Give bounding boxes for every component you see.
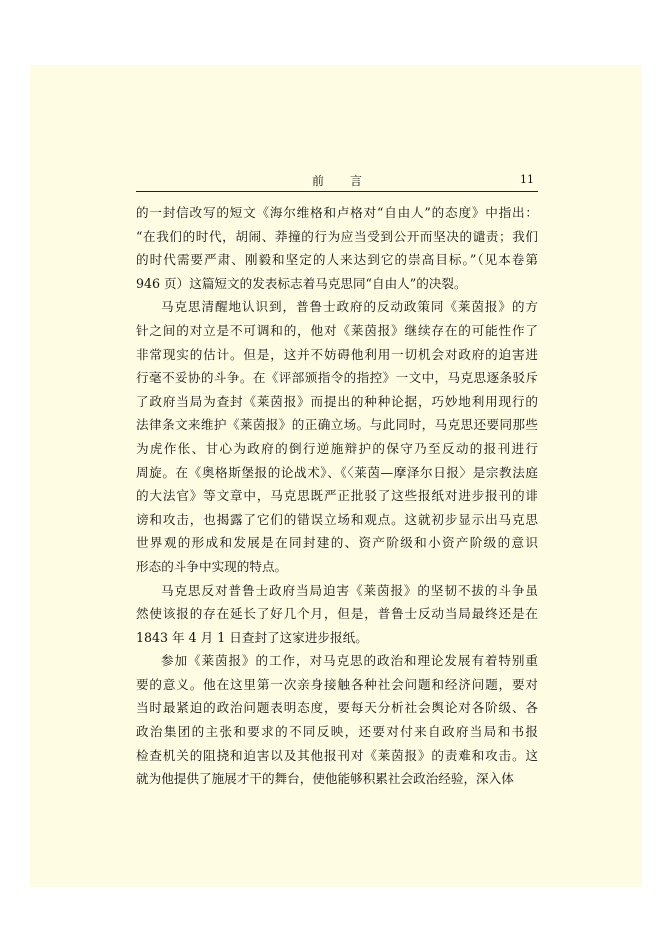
text-line: 946 页）这篇短文的发表标志着马克思同“自由人”的决裂。 xyxy=(136,275,467,291)
text-line: 就为他提供了施展才干的舞台，使他能够积累社会政治经验，深入体 xyxy=(136,771,514,787)
page-number: 11 xyxy=(520,173,534,186)
paragraph xyxy=(136,649,538,791)
text-line: 世界观的形成和发展是在同封建的、资产阶级和小资产阶级的意识 xyxy=(136,535,538,551)
text-line: 参加《莱茵报》的工作，对马克思的政治和理论发展有着特别重 xyxy=(161,653,538,669)
header-rule xyxy=(136,191,538,192)
running-header xyxy=(136,172,538,192)
text-line: 形态的斗争中实现的特点。 xyxy=(136,558,288,574)
text-line: 行毫不妥协的斗争。在《评部颁指令的指控》一文中，马克思逐条驳斥 xyxy=(136,370,538,386)
text-line: 要的意义。他在这里第一次亲身接触各种社会问题和经济问题，要对 xyxy=(136,676,538,692)
paragraph xyxy=(136,295,538,578)
text-line: 马克思反对普鲁士政府当局迫害《莱茵报》的坚韧不拔的斗争虽 xyxy=(161,582,538,598)
paragraph xyxy=(136,579,538,650)
text-line: 1843 年 4 月 1 日查封了这家进步报纸。 xyxy=(136,629,368,645)
text-line: 针之间的对立是不可调和的，他对《莱茵报》继续存在的可能性作了 xyxy=(136,322,538,338)
text-line: 马克思清醒地认识到，普鲁士政府的反动政策同《莱茵报》的方 xyxy=(161,299,538,315)
text-line: 的一封信改写的短文《海尔维格和卢格对“自由人”的态度》中指出： xyxy=(136,205,538,220)
text-line: 的大法官》等文章中，马克思既严正批驳了这些报纸对进步报刊的诽 xyxy=(136,488,538,504)
text-line: 为虎作伥、甘心为政府的倒行逆施辩护的保守乃至反动的报刊进行 xyxy=(136,440,538,456)
header-title: 前言 xyxy=(311,174,388,188)
text-line: 当时最紧迫的政治问题表明态度，要每天分析社会舆论对各阶级、各 xyxy=(136,700,538,716)
text-line: 政治集团的主张和要求的不同反映，还要对付来自政府当局和书报 xyxy=(136,724,538,740)
text-line: 检查机关的阻挠和迫害以及其他报刊对《莱茵报》的责难和攻击。这 xyxy=(136,747,538,763)
text-line: 的时代需要严肃、刚毅和坚定的人来达到它的崇高目标。”（见本卷第 xyxy=(136,252,538,268)
text-line: 法律条文来维护《莱茵报》的正确立场。与此同时，马克思还要同那些 xyxy=(136,417,538,433)
text-line: 了政府当局为查封《莱茵报》而提出的种种论据，巧妙地利用现行的 xyxy=(136,393,538,409)
text-line: “在我们的时代，胡闹、莽撞的行为应当受到公开而坚决的谴责；我们 xyxy=(136,228,538,244)
paragraph xyxy=(136,201,538,295)
text-line: 谤和攻击，也揭露了它们的错误立场和观点。这就初步显示出马克思 xyxy=(136,511,538,527)
body-text xyxy=(136,201,538,791)
text-line: 然使该报的存在延长了好几个月，但是，普鲁士反动当局最终还是在 xyxy=(136,606,538,622)
text-line: 周旋。在《奥格斯堡报的论战术》、《〈莱茵—摩泽尔日报〉是宗教法庭 xyxy=(136,464,538,480)
text-line: 非常现实的估计。但是，这并不妨碍他利用一切机会对政府的迫害进 xyxy=(136,346,538,362)
